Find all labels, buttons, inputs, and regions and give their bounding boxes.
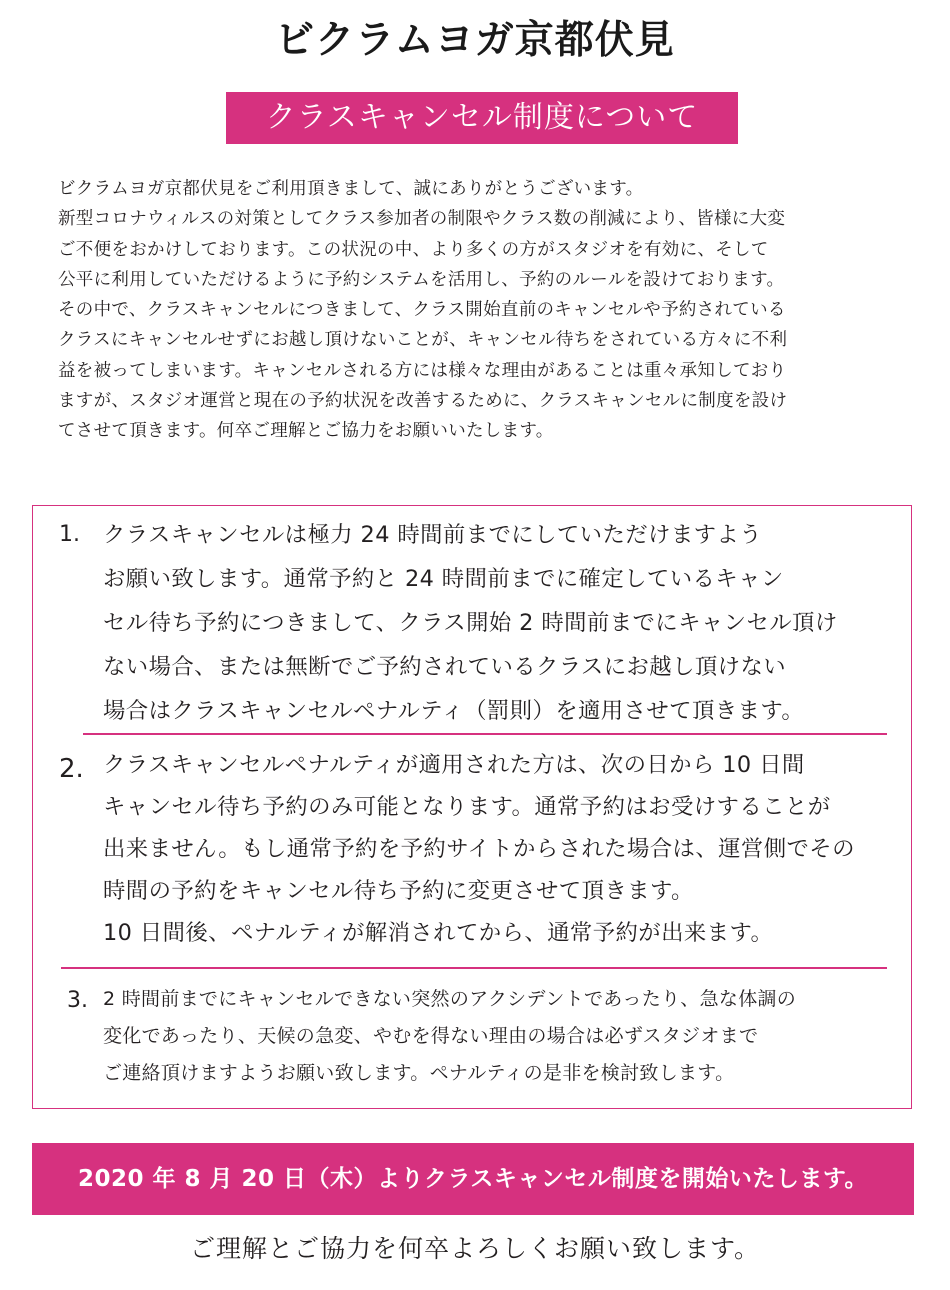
rule-line: セル待ち予約につきまして、クラス開始 2 時間前までにキャンセル頂け: [103, 610, 838, 636]
cancellation-rules-box: [32, 505, 912, 1109]
intro-line: ご不便をおかけしております。この状況の中、より多くの方がスタジオを有効に、そして: [58, 239, 769, 260]
rule-number: 1.: [59, 522, 80, 547]
rule-line: 時間の予約をキャンセル待ち予約に変更させて頂きます。: [103, 878, 694, 904]
rule-line: キャンセル待ち予約のみ可能となります。通常予約はお受けすることが: [103, 794, 831, 820]
rule-divider: [83, 733, 887, 735]
rule-line: お願い致します。通常予約と 24 時間前までに確定しているキャン: [103, 566, 784, 592]
rule-line: クラスキャンセルは極力 24 時間前までにしていただけますよう: [103, 522, 763, 548]
rule-line: ご連絡頂けますようお願い致します。ペナルティの是非を検討致します。: [103, 1062, 735, 1084]
rule-number: 3.: [67, 988, 88, 1013]
subtitle-banner: クラスキャンセル制度について: [226, 92, 738, 144]
rule-line: 変化であったり、天候の急変、やむを得ない理由の場合は必ずスタジオまで: [103, 1025, 759, 1047]
intro-line: ますが、スタジオ運営と現在の予約状況を改善するために、クラスキャンセルに制度を設け: [58, 391, 788, 412]
intro-paragraph: [58, 174, 908, 447]
rule-line: 10 日間後、ペナルティが解消されてから、通常予約が出来ます。: [103, 920, 774, 946]
intro-line: 益を被ってしまいます。キャンセルされる方には様々な理由があることは重々承知しており: [58, 360, 787, 381]
closing-message: ご理解とご協力を何卒よろしくお願い致します。: [189, 1234, 760, 1263]
rule-number: 2.: [59, 754, 84, 784]
rule-divider: [61, 967, 887, 969]
intro-line: ビクラムヨガ京都伏見をご利用頂きまして、誠にありがとうございます。: [58, 179, 644, 199]
rule-line: 場合はクラスキャンセルペナルティ（罰則）を適用させて頂きます。: [103, 698, 805, 724]
page-title: ビクラムヨガ京都伏見: [275, 18, 675, 63]
rule-line: クラスキャンセルペナルティが適用された方は、次の日から 10 日間: [103, 752, 805, 778]
intro-line: てさせて頂きます。何卒ご理解とご協力をお願いいたします。: [58, 421, 554, 442]
rule-line: 出来ません。もし通常予約を予約サイトからされた場合は、運営側でその: [103, 836, 855, 862]
start-date-banner: 2020 年 8 月 20 日（木）よりクラスキャンセル制度を開始いたします。: [32, 1143, 914, 1215]
intro-line: クラスにキャンセルせずにお越し頂けないことが、キャンセル待ちをされている方々に不利: [58, 330, 788, 351]
rule-line: ない場合、または無断でご予約されているクラスにお越し頂けない: [103, 654, 787, 680]
intro-line: その中で、クラスキャンセルにつきまして、クラス開始直前のキャンセルや予約されている: [58, 300, 786, 321]
rule-line: 2 時間前までにキャンセルできない突然のアクシデントであったり、急な体調の: [103, 988, 797, 1010]
intro-line: 公平に利用していただけるように予約システムを活用し、予約のルールを設けております。: [58, 269, 785, 290]
intro-line: 新型コロナウィルスの対策としてクラス参加者の制限やクラス数の削減により、皆様に大変: [58, 209, 786, 230]
